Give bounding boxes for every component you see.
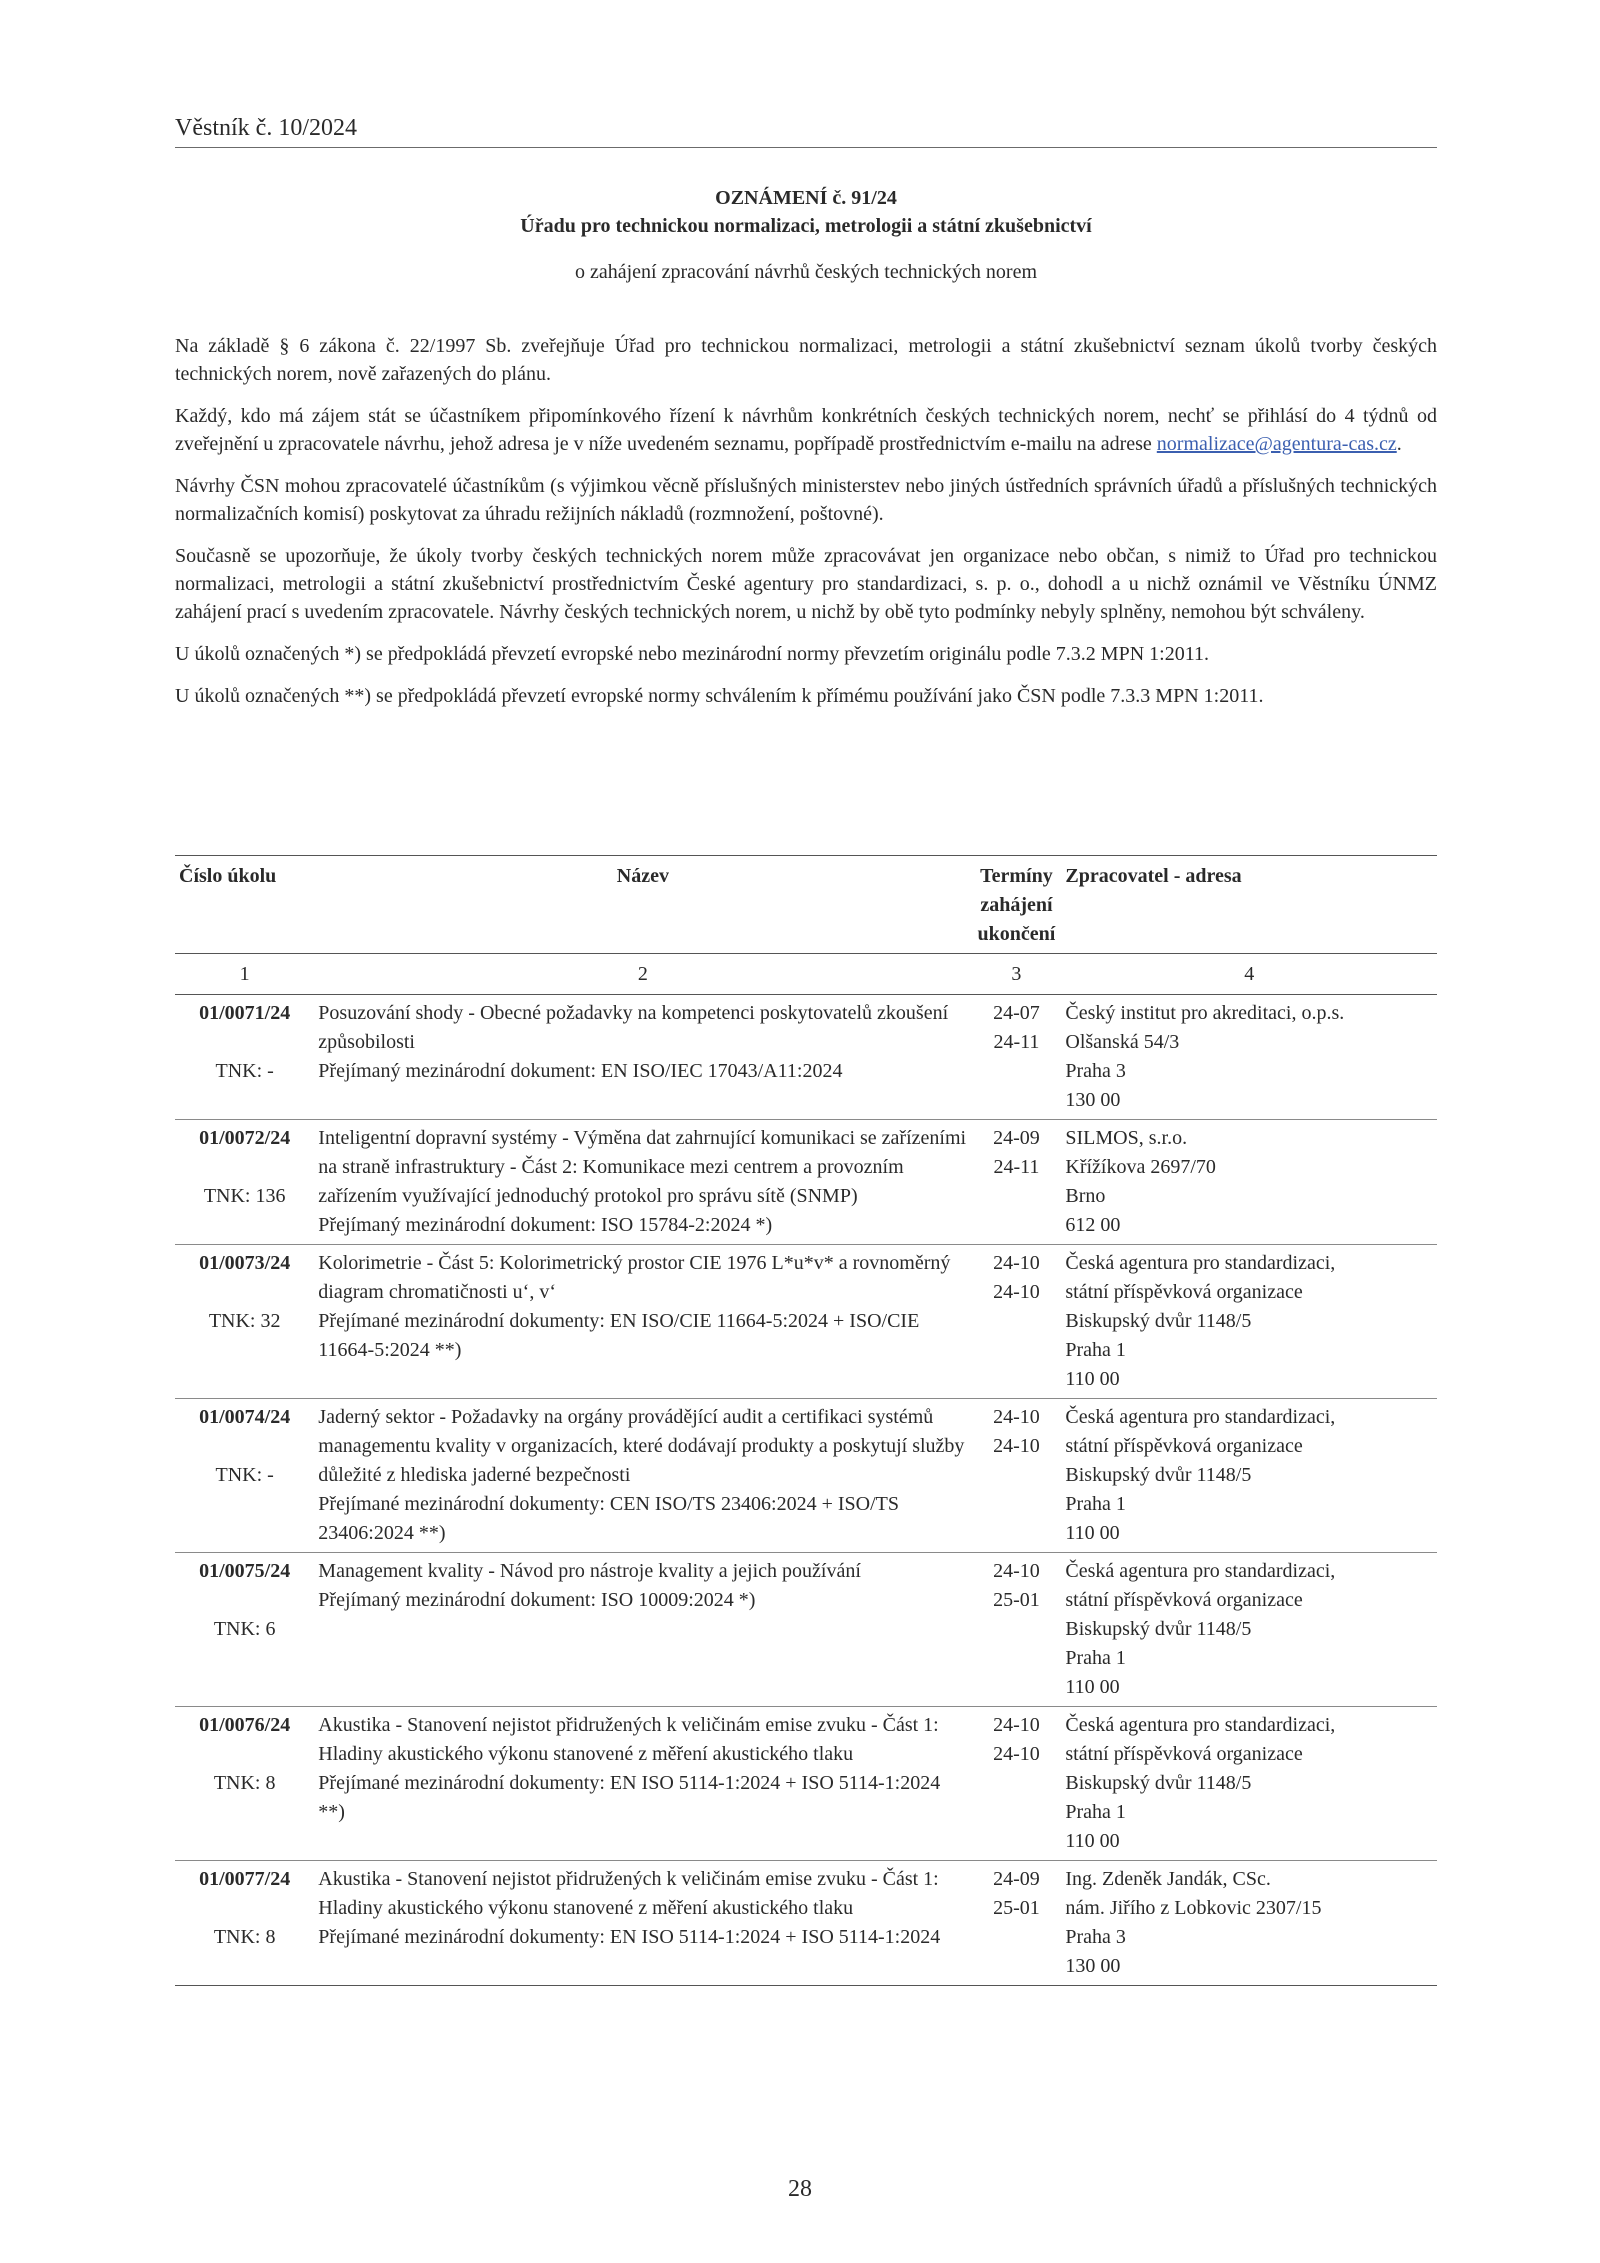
- announcement-body: [175, 332, 1437, 724]
- task-id-cell: [175, 1861, 314, 1986]
- task-terms: [971, 1553, 1061, 1707]
- task-terms: [971, 1399, 1061, 1553]
- table-row: [175, 995, 1437, 1120]
- task-id-cell: [175, 995, 314, 1120]
- task-terms: [971, 1245, 1061, 1399]
- terms-header-line: Termíny: [980, 865, 1053, 887]
- start-date: 24-09: [993, 1868, 1040, 1890]
- tnk-label: TNK: -: [215, 1464, 274, 1486]
- address-line: Česká agentura pro standardizaci,: [1065, 1252, 1336, 1274]
- announcement-subject: o zahájení zpracování návrhů českých technických norem: [574, 261, 1037, 283]
- paragraph-warning: Současně se upozorňuje, že úkoly tvorby českých technických norem může zpracovávat jen organizace nebo občan, s nimiž to Úřad pro technickou normalizaci, metrologii a státní zkušebnictví prostřednictvím České agentury pro standardizaci, s. p. o., dohodl a u nichž oznámil ve Věstníku ÚNMZ zahájení prací s uvedením zpracovatele. Návrhy českých technických norem, u nichž by obě tyto podmínky nebyly splněny, nemohou být schváleny.: [175, 545, 1437, 623]
- table-row: [175, 1245, 1437, 1399]
- processor-address: [1061, 1245, 1437, 1399]
- end-date: 24-10: [993, 1743, 1040, 1765]
- task-id-cell: [175, 1120, 314, 1245]
- task-id-cell: [175, 1399, 314, 1553]
- table-row: [175, 1120, 1437, 1245]
- column-number-row: [175, 954, 1437, 995]
- processor-address: [1061, 1861, 1437, 1986]
- address-line: Biskupský dvůr 1148/5: [1065, 1464, 1252, 1486]
- processor-address: [1061, 1399, 1437, 1553]
- column-number: 3: [971, 954, 1061, 995]
- paragraph-note-double-asterisk: U úkolů označených **) se předpokládá převzetí evropské normy schválením k přímému používání jako ČSN podle 7.3.3 MPN 1:2011.: [175, 685, 1264, 707]
- email-link[interactable]: normalizace@agentura-cas.cz: [1156, 433, 1397, 455]
- task-number: 01/0072/24: [199, 1127, 291, 1149]
- paragraph-legal-basis: Na základě § 6 zákona č. 22/1997 Sb. zveřejňuje Úřad pro technickou normalizaci, metrologii a státní zkušebnictví seznam úkolů tvorby českých technických norem, nově zařazených do plánu.: [175, 335, 1437, 385]
- start-date: 24-07: [993, 1002, 1040, 1024]
- column-header-terms: [971, 856, 1061, 954]
- task-name: Jaderný sektor - Požadavky na orgány provádějící audit a certifikaci systémů managementu kvality v organizacích, které dodávají produkty a poskytují služby důležité z hlediska jaderné bezpečnosti Přejímané mezinárodní dokumenty: CEN ISO/TS 23406:2024 + ISO/TS 23406:2024 **): [314, 1399, 971, 1553]
- page-number: 28: [788, 2176, 812, 2202]
- column-number: 2: [314, 954, 971, 995]
- end-date: 24-10: [993, 1435, 1040, 1457]
- task-name: Akustika - Stanovení nejistot přidružených k veličinám emise zvuku - Část 1: Hladiny akustického výkonu stanovené z měření akustického tlaku Přejímané mezinárodní dokumenty: EN ISO 5114-1:2024 + ISO 5114-1:2024: [314, 1861, 971, 1986]
- address-line: Biskupský dvůr 1148/5: [1065, 1618, 1252, 1640]
- tnk-label: TNK: 6: [213, 1618, 276, 1640]
- table-row: [175, 1399, 1437, 1553]
- tasks-table: [175, 855, 1437, 1986]
- table-header-row: [175, 856, 1437, 954]
- table-row: [175, 1861, 1437, 1986]
- address-line: nám. Jiřího z Lobkovic 2307/15: [1065, 1897, 1322, 1919]
- address-line: 110 00: [1065, 1676, 1120, 1698]
- table-row: [175, 1707, 1437, 1861]
- address-line: Křížíkova 2697/70: [1065, 1156, 1216, 1178]
- column-number: 1: [175, 954, 314, 995]
- address-line: státní příspěvková organizace: [1065, 1589, 1303, 1611]
- address-line: 110 00: [1065, 1368, 1120, 1390]
- task-id-cell: [175, 1245, 314, 1399]
- start-date: 24-10: [993, 1406, 1040, 1428]
- paragraph-participation-end: .: [1396, 433, 1402, 455]
- address-line: SILMOS, s.r.o.: [1065, 1127, 1188, 1149]
- announcement-heading: [175, 184, 1437, 286]
- task-number: 01/0076/24: [199, 1714, 291, 1736]
- task-id-cell: [175, 1707, 314, 1861]
- address-line: Ing. Zdeněk Jandák, CSc.: [1065, 1868, 1271, 1890]
- task-number: 01/0074/24: [199, 1406, 291, 1428]
- start-date: 24-10: [993, 1560, 1040, 1582]
- address-line: Biskupský dvůr 1148/5: [1065, 1310, 1252, 1332]
- start-date: 24-10: [993, 1714, 1040, 1736]
- column-header-name: Název: [616, 865, 669, 887]
- announcement-issuer: Úřadu pro technickou normalizaci, metrologii a státní zkušebnictví: [520, 215, 1092, 237]
- task-rows: [175, 995, 1437, 1986]
- processor-address: [1061, 1707, 1437, 1861]
- running-header: Věstník č. 10/2024: [175, 113, 1437, 148]
- tnk-label: TNK: 136: [203, 1185, 286, 1207]
- announcement-title: OZNÁMENÍ č. 91/24: [715, 187, 897, 209]
- address-line: Olšanská 54/3: [1065, 1031, 1180, 1053]
- address-line: 612 00: [1065, 1214, 1121, 1236]
- address-line: Brno: [1065, 1185, 1106, 1207]
- task-number: 01/0077/24: [199, 1868, 291, 1890]
- start-date: 24-10: [993, 1252, 1040, 1274]
- task-terms: [971, 1120, 1061, 1245]
- terms-header-line: zahájení: [980, 894, 1053, 916]
- address-line: 130 00: [1065, 1955, 1121, 1977]
- address-line: Praha 1: [1065, 1339, 1126, 1361]
- task-number: 01/0071/24: [199, 1002, 291, 1024]
- processor-address: [1061, 1120, 1437, 1245]
- address-line: Biskupský dvůr 1148/5: [1065, 1772, 1252, 1794]
- address-line: Česká agentura pro standardizaci,: [1065, 1560, 1336, 1582]
- end-date: 24-11: [993, 1031, 1040, 1053]
- tnk-label: TNK: 32: [208, 1310, 281, 1332]
- address-line: Český institut pro akreditaci, o.p.s.: [1065, 1002, 1345, 1024]
- task-name: Kolorimetrie - Část 5: Kolorimetrický prostor CIE 1976 L*u*v* a rovnoměrný diagram chromatičnosti u‘, v‘ Přejímané mezinárodní dokumenty: EN ISO/CIE 11664-5:2024 + ISO/CIE 11664-5:2024 **): [314, 1245, 971, 1399]
- end-date: 25-01: [993, 1897, 1040, 1919]
- address-line: Česká agentura pro standardizaci,: [1065, 1714, 1336, 1736]
- column-number: 4: [1061, 954, 1437, 995]
- task-name: Management kvality - Návod pro nástroje kvality a jejich používání Přejímaný mezinárodní dokument: ISO 10009:2024 *): [314, 1553, 971, 1707]
- address-line: státní příspěvková organizace: [1065, 1743, 1303, 1765]
- task-number: 01/0075/24: [199, 1560, 291, 1582]
- address-line: státní příspěvková organizace: [1065, 1435, 1303, 1457]
- address-line: Praha 3: [1065, 1926, 1126, 1948]
- address-line: Praha 1: [1065, 1801, 1126, 1823]
- address-line: Praha 3: [1065, 1060, 1126, 1082]
- paragraph-participation: [175, 402, 1437, 458]
- tnk-label: TNK: 8: [213, 1926, 276, 1948]
- paragraph-participation-text: Každý, kdo má zájem stát se účastníkem připomínkového řízení k návrhům konkrétních českých technických norem, nechť se přihlásí do 4 týdnů od zveřejnění u zpracovatele návrhu, jehož adresa je v níže uvedeném seznamu, popřípadě prostřednictvím e-mailu na adrese: [175, 405, 1437, 455]
- address-line: Praha 1: [1065, 1647, 1126, 1669]
- address-line: Česká agentura pro standardizaci,: [1065, 1406, 1336, 1428]
- address-line: 110 00: [1065, 1522, 1120, 1544]
- address-line: 130 00: [1065, 1089, 1121, 1111]
- task-terms: [971, 1861, 1061, 1986]
- address-line: státní příspěvková organizace: [1065, 1281, 1303, 1303]
- tnk-label: TNK: -: [215, 1060, 274, 1082]
- table-row: [175, 1553, 1437, 1707]
- task-terms: [971, 995, 1061, 1120]
- task-name: Akustika - Stanovení nejistot přidružených k veličinám emise zvuku - Část 1: Hladiny akustického výkonu stanovené z měření akustického tlaku Přejímané mezinárodní dokumenty: EN ISO 5114-1:2024 + ISO 5114-1:2024 **): [314, 1707, 971, 1861]
- tnk-label: TNK: 8: [213, 1772, 276, 1794]
- task-id-cell: [175, 1553, 314, 1707]
- terms-header-line: ukončení: [977, 923, 1056, 945]
- end-date: 24-11: [993, 1156, 1040, 1178]
- task-terms: [971, 1707, 1061, 1861]
- processor-address: [1061, 995, 1437, 1120]
- address-line: Praha 1: [1065, 1493, 1126, 1515]
- address-line: 110 00: [1065, 1830, 1120, 1852]
- processor-address: [1061, 1553, 1437, 1707]
- paragraph-fees: Návrhy ČSN mohou zpracovatelé účastníkům (s výjimkou věcně příslušných ministerstev nebo jiných ústředních správních úřadů a příslušných technických normalizačních komisí) poskytovat za úhradu režijních nákladů (rozmnožení, poštovné).: [175, 475, 1437, 525]
- end-date: 25-01: [993, 1589, 1040, 1611]
- task-number: 01/0073/24: [199, 1252, 291, 1274]
- column-header-processor: Zpracovatel - adresa: [1065, 865, 1242, 887]
- task-name: Inteligentní dopravní systémy - Výměna dat zahrnující komunikaci se zařízeními na straně infrastruktury - Část 2: Komunikace mezi centrem a provozním zařízením využívající jednoduchý protokol pro správu sítě (SNMP) Přejímaný mezinárodní dokument: ISO 15784-2:2024 *): [314, 1120, 971, 1245]
- paragraph-note-single-asterisk: U úkolů označených *) se předpokládá převzetí evropské nebo mezinárodní normy převzetím originálu podle 7.3.2 MPN 1:2011.: [175, 643, 1209, 665]
- start-date: 24-09: [993, 1127, 1040, 1149]
- end-date: 24-10: [993, 1281, 1040, 1303]
- task-name: Posuzování shody - Obecné požadavky na kompetenci poskytovatelů zkoušení způsobilosti Přejímaný mezinárodní dokument: EN ISO/IEC 17043/A11:2024: [318, 1002, 949, 1082]
- column-header-task-number: Číslo úkolu: [179, 865, 277, 887]
